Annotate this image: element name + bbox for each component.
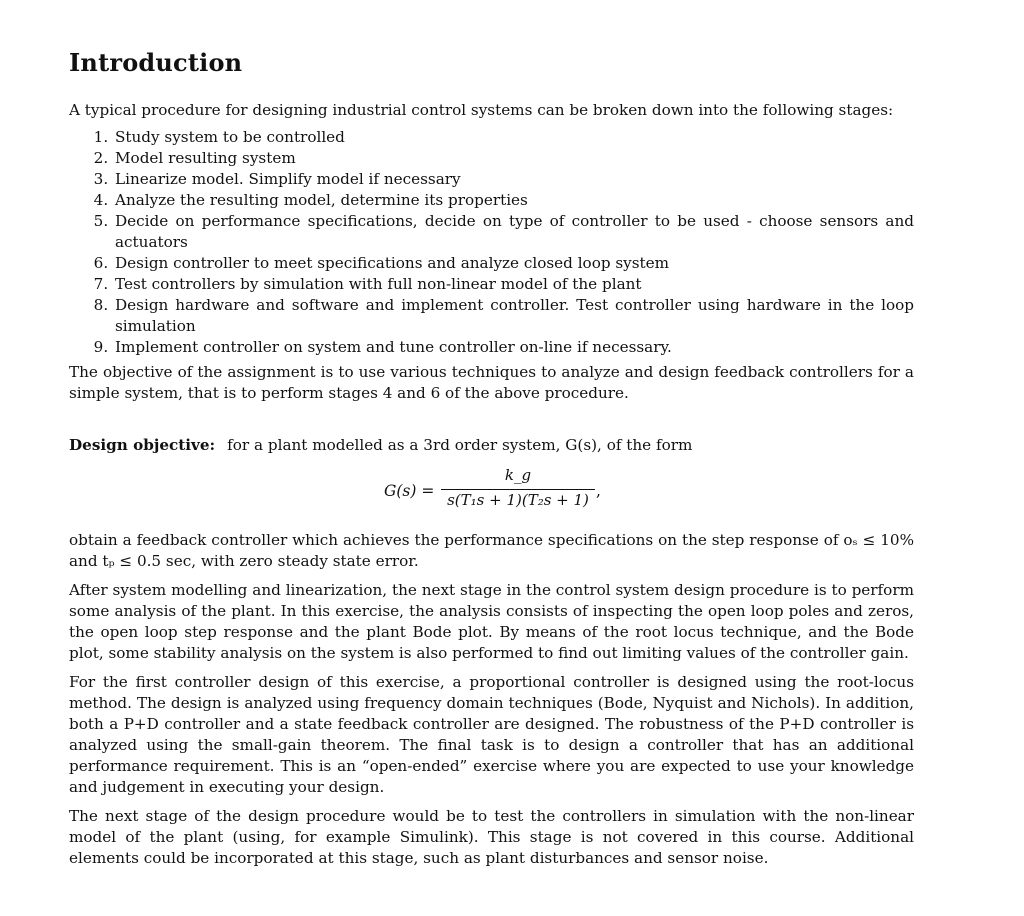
equation-lhs: G(s) = [384, 482, 435, 500]
next-stage-paragraph: The next stage of the design procedure would be to test the controllers in simulation with the non-linear model of the plant (using, for example Simulink). This stage is not covered in this course. Additional elements could be incorporated at this stage, such as plant disturbances and sensor noise. [69, 807, 914, 867]
list-item: 4. Analyze the resulting model, determine its properties [113, 190, 914, 211]
equation-numerator: k_g [504, 466, 532, 484]
equation-fraction [441, 466, 595, 509]
list-item: 7. Test controllers by simulation with full non-linear model of the plant [113, 274, 914, 295]
fraction-bar [441, 489, 595, 490]
design-objective-text: for a plant modelled as a 3rd order system, G(s), of the form [227, 436, 693, 454]
list-item: 2. Model resulting system [113, 148, 914, 169]
list-item: 5. Decide on performance specifications, decide on type of controller to be used - choose sensors and actuators [113, 211, 914, 253]
design-objective [69, 435, 914, 456]
section-heading: Introduction [69, 48, 243, 77]
design-objective-label: Design objective: [69, 436, 216, 454]
design-paragraph: For the first controller design of this exercise, a proportional controller is designed using the root-locus method. The design is analyzed using frequency domain techniques (Bode, Nyquist and Nichols). In addition, both a P+D controller and a state feedback controller are designed. The robustness of the P+D controller is analyzed using the small-gain theorem. The final task is to design a controller that has an additional performance requirement. This is an “open-ended” exercise where you are expected to use your knowledge and judgement in executing your design. [69, 673, 914, 796]
list-item: 8. Design hardware and software and implement controller. Test controller using hardware in the loop simulation [113, 295, 914, 337]
document-page [69, 48, 914, 869]
analysis-paragraph: After system modelling and linearization, the next stage in the control system design procedure is to perform some analysis of the plant. In this exercise, the analysis consists of inspecting the open loop poles and zeros, the open loop step response and the plant Bode plot. By means of the root locus technique, and the Bode plot, some stability analysis on the system is also performed to find out limiting values of the controller gain. [69, 581, 914, 662]
list-item: 9. Implement controller on system and tune controller on-line if necessary. [113, 337, 914, 358]
list-item: 1. Study system to be controlled [113, 127, 914, 148]
list-item: 6. Design controller to meet specifications and analyze closed loop system [113, 253, 914, 274]
stages-list [69, 127, 914, 358]
list-item: 3. Linearize model. Simplify model if necessary [113, 169, 914, 190]
transfer-function-equation [69, 464, 914, 526]
intro-paragraph: A typical procedure for designing industrial control systems can be broken down into the following stages: [69, 101, 894, 119]
obtain-paragraph: obtain a feedback controller which achieves the performance specifications on the step response of oₛ ≤ 10% and tₚ ≤ 0.5 sec, with zero steady state error. [69, 531, 914, 570]
equation-comma: , [596, 482, 601, 500]
equation-denominator: s(T₁s + 1)(T₂s + 1) [447, 491, 589, 509]
objective-paragraph: The objective of the assignment is to use various techniques to analyze and design feedback controllers for a simple system, that is to perform stages 4 and 6 of the above procedure. [69, 363, 914, 402]
